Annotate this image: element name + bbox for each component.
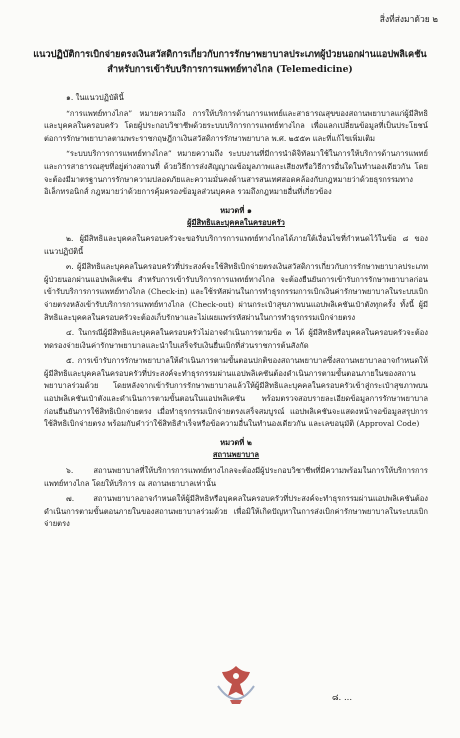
clause-7: ๗. สถานพยาบาลอาจกำหนดให้ผู้มีสิทธิหรือบุคคลในครอบครัวที่ประสงค์จะทำธุรกรรมผ่านแอปพลิเคชันต้องดำเนินการตามขั้นตอนภายในของสถานพยาบาลร่วมด้วย เพื่อมิให้เกิดปัญหาในการส่งเบิกค่ารักษาพยาบาลในระบบเบิกจ่ายตรง [44, 494, 428, 529]
title-line-1: แนวปฏิบัติการเบิกจ่ายตรงเงินสวัสดิการเกี่ยวกับการรักษาพยาบาลประเภทผู้ป่วยนอกผ่านแอปพลิเคชัน [33, 49, 427, 60]
intro-clause-1: ๑. ในแนวปฏิบัตินี้ [66, 93, 124, 102]
definition-telemedicine: “การแพทย์ทางไกล” หมายความถึง การให้บริการด้านการแพทย์และสาธารณสุขของสถานพยาบาลแก่ผู้มีสิทธิและบุคคลในครอบครัว โดยผู้ประกอบวิชาชีพด้วยระบบบริการการแพทย์ทางไกล เพื่อแลกเปลี่ยนข้อมูลที่เป็นประโยชน์ต่อการรักษาพยาบาลตามพระราชกฤษฎีกาเงินสวัสดิการรักษาพยาบาล พ.ศ. ๒๕๕๓ และที่แก้ไขเพิ่มเติม [44, 108, 428, 143]
chapter-1-heading: หมวดที่ ๑ [220, 205, 252, 215]
clause-6: ๖. สถานพยาบาลที่ให้บริการการแพทย์ทางไกลจะต้องมีผู้ประกอบวิชาชีพที่มีความพร้อมในการให้บริการการแพทย์ทางไกล โดยให้บริการ ณ สถานพยาบาลเท่านั้น [44, 466, 428, 488]
document-title [0, 47, 460, 77]
clause-3: ๓. ผู้มีสิทธิและบุคคลในครอบครัวที่ประสงค์จะใช้สิทธิเบิกจ่ายตรงเงินสวัสดิการเกี่ยวกับการรักษาพยาบาลประเภทผู้ป่วยนอกผ่านแอปพลิเคชัน สำหรับการเข้ารับบริการการแพทย์ทางไกล จะต้องยืนยันการเข้ารับการรักษาพยาบาลก่อนเข้ารับบริการการแพทย์ทางไกล (Check-in) และใช้รหัสผ่านในการทำธุรกรรมการเบิกเงินค่ารักษาพยาบาลในระบบเบิกจ่ายตรงหลังเข้ารับบริการการแพทย์ทางไกล (Check-out) ผ่านกระเป๋าสุขภาพบนแอปพลิเคชันเป๋าตังทุกครั้ง ทั้งนี้ ผู้มีสิทธิและบุคคลในครอบครัวจะต้องเก็บรักษาและไม่เผยแพร่รหัสผ่านในการทำธุรกรรมเบิกจ่ายตรง [44, 262, 428, 322]
title-line-2: สำหรับการเข้ารับบริการการแพทย์ทางไกล (Telemedicine) [107, 64, 353, 75]
clause-5: ๕. การเข้ารับการรักษาพยาบาลให้ดำเนินการตามขั้นตอนปกติของสถานพยาบาลซึ่งสถานพยาบาลอาจกำหนดให้ผู้มีสิทธิและบุคคลในครอบครัวที่ประสงค์จะทำธุรกรรมผ่านแอปพลิเคชันต้องดำเนินการตามขั้นตอนภายในของสถานพยาบาลร่วมด้วย โดยหลังจากเข้ารับการรักษาพยาบาลแล้วให้ผู้มีสิทธิและบุคคลในครอบครัวเข้าสู่กระเป๋าสุขภาพบนแอปพลิเคชันเป๋าตังและดำเนินการตามขั้นตอนในแอปพลิเคชัน พร้อมตรวจสอบรายละเอียดข้อมูลการรักษาพยาบาลก่อนยืนยันการใช้สิทธิเบิกจ่ายตรง เมื่อทำธุรกรรมเบิกจ่ายตรงเสร็จสมบูรณ์ แอปพลิเคชันจะแสดงหน้าจอข้อมูลสรุปการใช้สิทธิเบิกจ่ายตรง พร้อมกับคำว่าใช้สิทธิสำเร็จหรือข้อความอื่นในทำนองเดียวกัน และเลขอนุมัติ (Approval Code) [44, 356, 428, 429]
clause-2: ๒. ผู้มีสิทธิและบุคคลในครอบครัวจะขอรับบริการการแพทย์ทางไกลได้ภายใต้เงื่อนไขที่กำหนดไว้ในข้อ ๘ ของแนวปฏิบัตินี้ [44, 233, 428, 256]
attachment-label: สิ่งที่ส่งมาด้วย ๒ [379, 15, 438, 25]
clause-4: ๔. ในกรณีผู้มีสิทธิและบุคคลในครอบครัวไม่อาจดำเนินการตามข้อ ๓ ได้ ผู้มีสิทธิหรือบุคคลในครอบครัวจะต้องทดรองจ่ายเงินค่ารักษาพยาบาลและนำใบเสร็จรับเงินยื่นเบิกที่ส่วนราชการต้นสังกัด [44, 328, 428, 350]
chapter-2-heading: หมวดที่ ๒ [220, 437, 252, 447]
definition-telemedicine-system: “ระบบบริการการแพทย์ทางไกล” หมายความถึง ระบบงานที่มีการนำดิจิทัลมาใช้ในการให้บริการด้านการแพทย์และการสาธารณสุขที่อยู่ต่างสถานที่ ด้วยวิธีการส่งสัญญาณข้อมูลภาพและเสียงหรือวิธีการอื่นใดในทำนองเดียวกัน โดยจะต้องมีมาตรฐานการรักษาความปลอดภัยและความมั่นคงด้านสารสนเทศสอดคล้องกับกฎหมายว่าด้วยธุรกรรมทางอิเล็กทรอนิกส์ กฎหมายว่าด้วยการคุ้มครองข้อมูลส่วนบุคคล รวมถึงกฎหมายอื่นที่เกี่ยวข้อง [44, 149, 428, 197]
document-body [44, 92, 428, 534]
garuda-seal-icon [214, 662, 258, 708]
chapter-2-title: สถานพยาบาล [212, 450, 260, 460]
chapter-1-title: ผู้มีสิทธิและบุคคลในครอบครัว [187, 218, 285, 228]
continuation-marker: ๘. ... [332, 693, 353, 703]
